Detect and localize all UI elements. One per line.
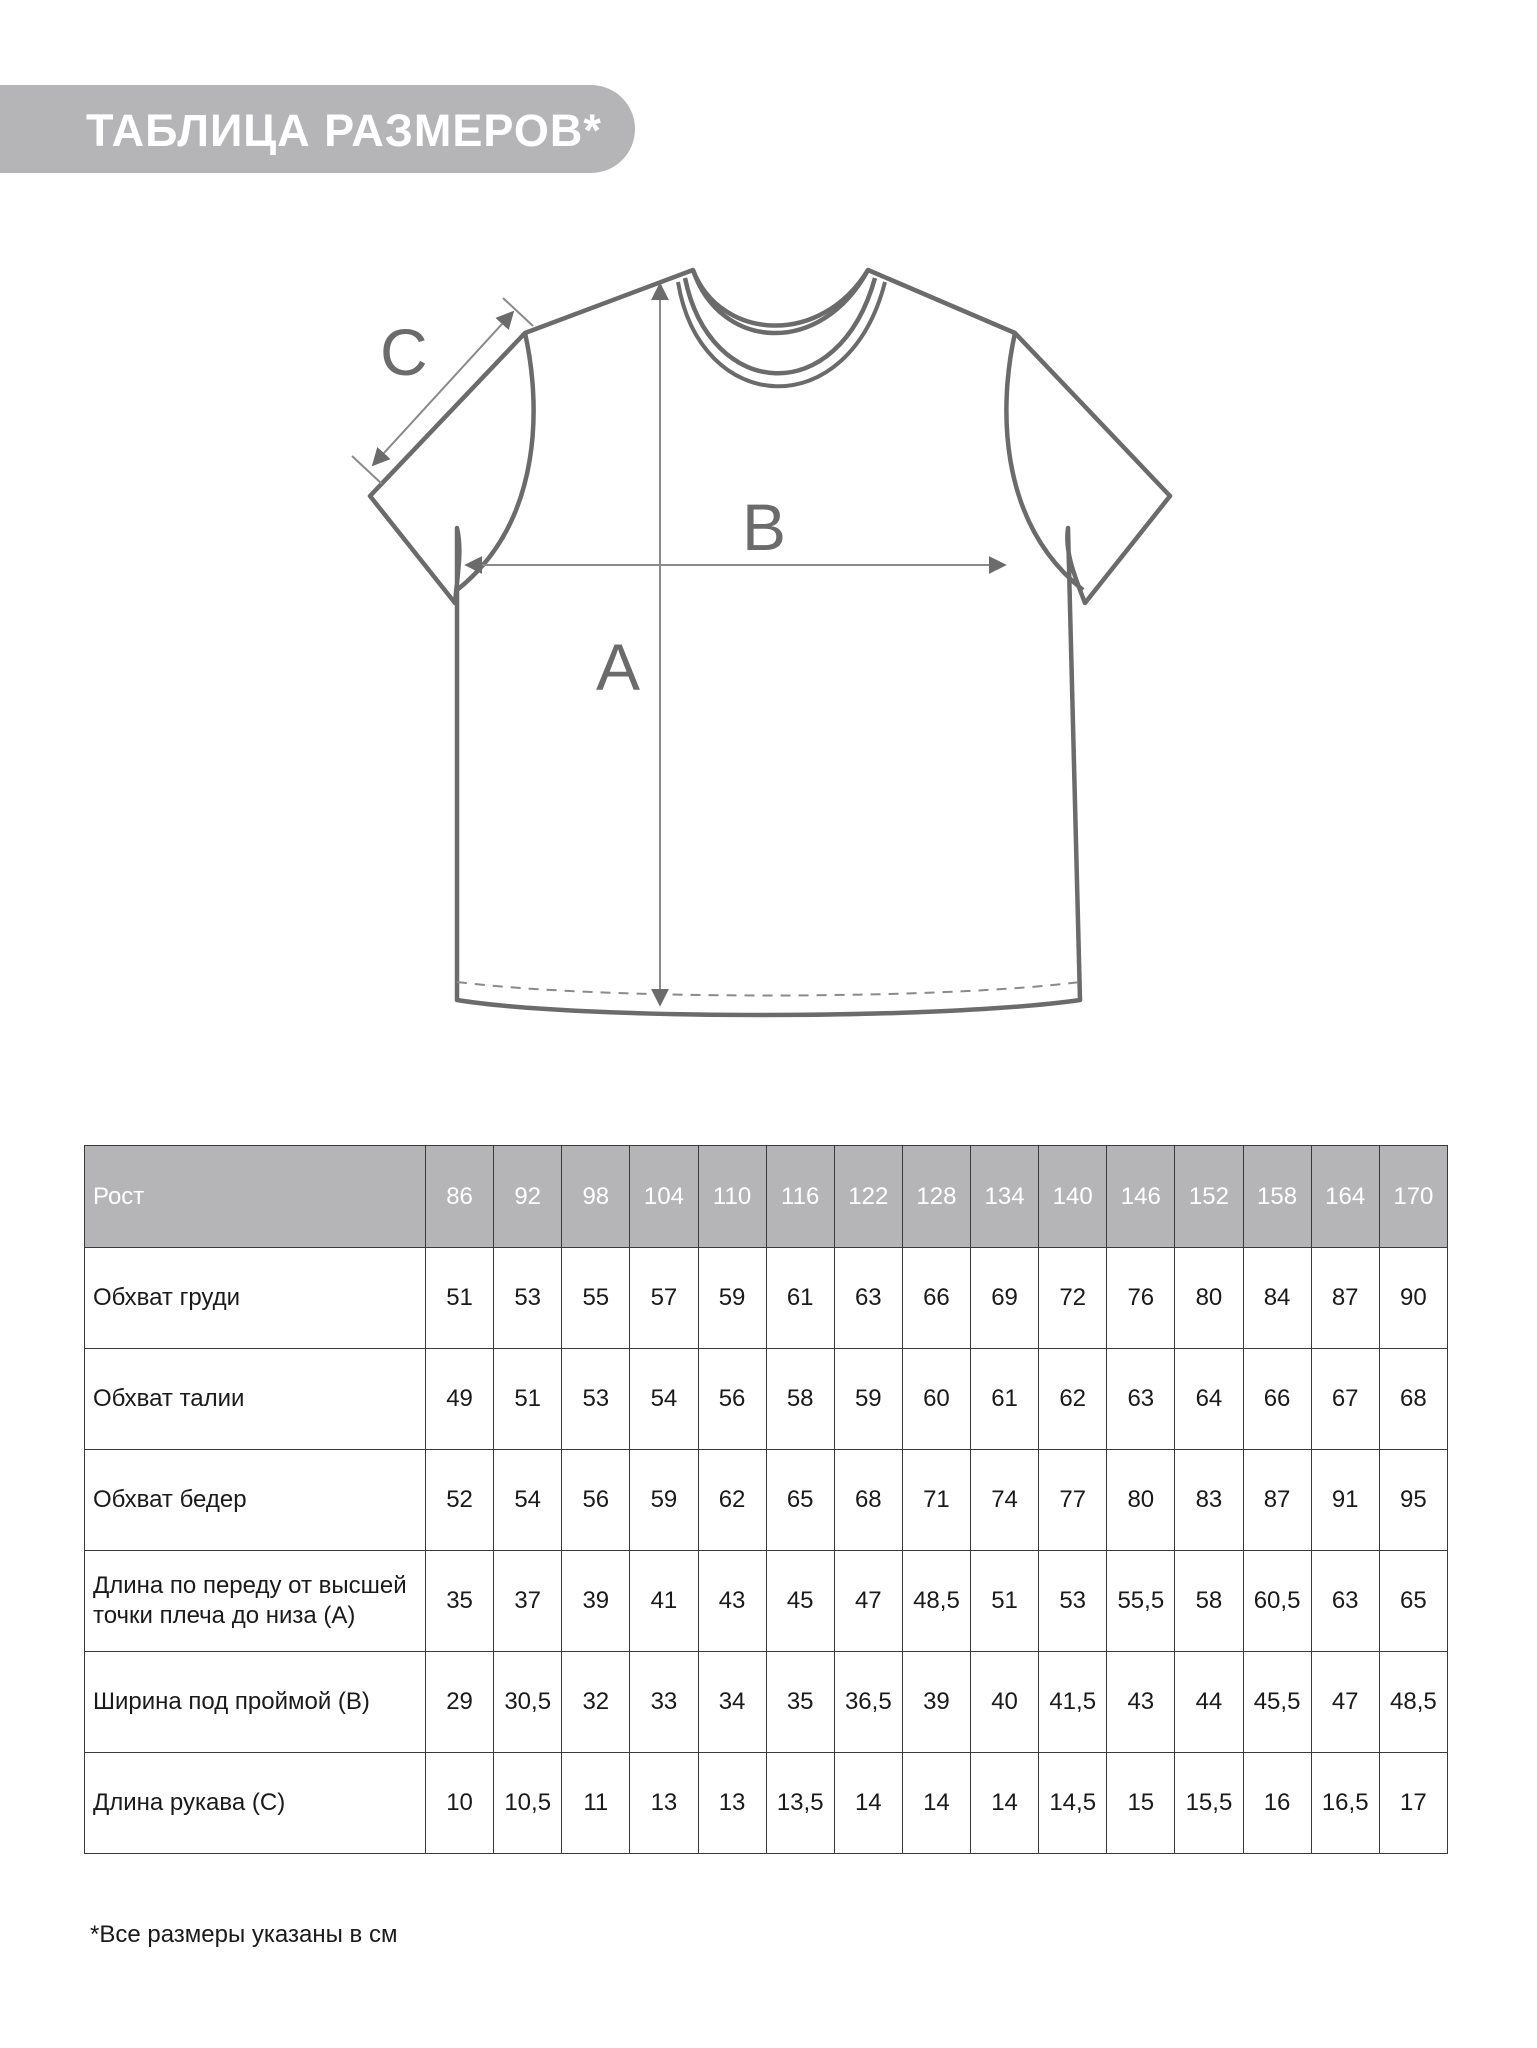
table-cell: 65 [1379,1551,1447,1652]
table-cell: 54 [630,1349,698,1450]
header-cell: 86 [426,1146,494,1248]
row-label: Ширина под проймой (B) [85,1652,426,1753]
footnote: *Все размеры указаны в см [90,1921,398,1948]
header-cell: 92 [494,1146,562,1248]
table-cell: 14 [834,1753,902,1854]
table-cell: 43 [1107,1652,1175,1753]
table-cell: 69 [971,1248,1039,1349]
table-cell: 53 [562,1349,630,1450]
header-cell: 98 [562,1146,630,1248]
table-cell: 33 [630,1652,698,1753]
table-cell: 76 [1107,1248,1175,1349]
tshirt-outline [370,270,1170,1015]
table-cell: 41 [630,1551,698,1652]
table-cell: 15 [1107,1753,1175,1854]
header-cell: 110 [698,1146,766,1248]
table-cell: 63 [1107,1349,1175,1450]
row-label: Длина рукава (C) [85,1753,426,1854]
table-header-row [85,1146,1448,1248]
table-cell: 57 [630,1248,698,1349]
table-cell: 13 [630,1753,698,1854]
table-cell: 66 [1243,1349,1311,1450]
table-cell: 16 [1243,1753,1311,1854]
table-cell: 44 [1175,1652,1243,1753]
table-cell: 10 [426,1753,494,1854]
table-cell: 47 [834,1551,902,1652]
table-cell: 55,5 [1107,1551,1175,1652]
table-cell: 35 [766,1652,834,1753]
table-cell: 14 [902,1753,970,1854]
size-table [84,1145,1448,1854]
table-cell: 40 [971,1652,1039,1753]
table-cell: 51 [971,1551,1039,1652]
table-cell: 83 [1175,1450,1243,1551]
table-cell: 68 [1379,1349,1447,1450]
table-cell: 16,5 [1311,1753,1379,1854]
table-cell: 91 [1311,1450,1379,1551]
table-cell: 63 [834,1248,902,1349]
table-cell: 43 [698,1551,766,1652]
title-banner [0,85,635,173]
table-cell: 58 [766,1349,834,1450]
table-cell: 80 [1107,1450,1175,1551]
table-cell: 45,5 [1243,1652,1311,1753]
table-cell: 66 [902,1248,970,1349]
header-cell: 128 [902,1146,970,1248]
tshirt-diagram [340,260,1200,1040]
table-cell: 52 [426,1450,494,1551]
table-cell: 68 [834,1450,902,1551]
table-cell: 63 [1311,1551,1379,1652]
table-cell: 51 [494,1349,562,1450]
table-cell: 59 [834,1349,902,1450]
table-cell: 62 [1039,1349,1107,1450]
table-cell: 47 [1311,1652,1379,1753]
table-cell: 39 [562,1551,630,1652]
table-cell: 48,5 [902,1551,970,1652]
table-cell: 72 [1039,1248,1107,1349]
measure-c-tick-top [503,298,533,326]
table-cell: 45 [766,1551,834,1652]
table-row [85,1652,1448,1753]
table-cell: 87 [1311,1248,1379,1349]
table-cell: 48,5 [1379,1652,1447,1753]
table-cell: 39 [902,1652,970,1753]
table-cell: 10,5 [494,1753,562,1854]
table-cell: 13 [698,1753,766,1854]
header-cell: 104 [630,1146,698,1248]
table-cell: 61 [971,1349,1039,1450]
right-armhole [1006,333,1083,590]
header-cell: 134 [971,1146,1039,1248]
header-cell: 116 [766,1146,834,1248]
table-cell: 35 [426,1551,494,1652]
table-cell: 56 [562,1450,630,1551]
table-row [85,1349,1448,1450]
table-cell: 59 [630,1450,698,1551]
header-label: Рост [85,1146,426,1248]
label-c: C [380,315,428,389]
header-cell: 164 [1311,1146,1379,1248]
table-cell: 90 [1379,1248,1447,1349]
label-a: A [596,630,641,704]
left-armhole [457,333,534,590]
table-cell: 64 [1175,1349,1243,1450]
table-cell: 95 [1379,1450,1447,1551]
page-title: ТАБЛИЦА РАЗМЕРОВ* [86,105,602,156]
table-row [85,1551,1448,1652]
table-cell: 29 [426,1652,494,1753]
table-row [85,1753,1448,1854]
table-cell: 71 [902,1450,970,1551]
table-cell: 34 [698,1652,766,1753]
table-row [85,1450,1448,1551]
header-cell: 158 [1243,1146,1311,1248]
table-cell: 60,5 [1243,1551,1311,1652]
row-label: Обхват груди [85,1248,426,1349]
table-cell: 67 [1311,1349,1379,1450]
row-label: Обхват талии [85,1349,426,1450]
table-cell: 41,5 [1039,1652,1107,1753]
table-cell: 87 [1243,1450,1311,1551]
table-cell: 32 [562,1652,630,1753]
table-cell: 14 [971,1753,1039,1854]
table-cell: 53 [494,1248,562,1349]
table-cell: 49 [426,1349,494,1450]
table-cell: 17 [1379,1753,1447,1854]
table-cell: 51 [426,1248,494,1349]
table-cell: 80 [1175,1248,1243,1349]
table-cell: 62 [698,1450,766,1551]
table-cell: 37 [494,1551,562,1652]
table-cell: 53 [1039,1551,1107,1652]
header-cell: 140 [1039,1146,1107,1248]
row-label: Длина по переду от высшей точки плеча до низа (A) [85,1551,426,1652]
table-cell: 77 [1039,1450,1107,1551]
table-cell: 30,5 [494,1652,562,1753]
table-cell: 65 [766,1450,834,1551]
header-cell: 152 [1175,1146,1243,1248]
hem-stitch [457,982,1080,996]
table-cell: 54 [494,1450,562,1551]
table-cell: 36,5 [834,1652,902,1753]
label-b: B [742,490,787,564]
table-cell: 14,5 [1039,1753,1107,1854]
table-cell: 11 [562,1753,630,1854]
header-cell: 122 [834,1146,902,1248]
row-label: Обхват бедер [85,1450,426,1551]
table-cell: 59 [698,1248,766,1349]
table-cell: 15,5 [1175,1753,1243,1854]
header-cell: 146 [1107,1146,1175,1248]
table-cell: 61 [766,1248,834,1349]
table-row [85,1248,1448,1349]
table-cell: 56 [698,1349,766,1450]
table-cell: 13,5 [766,1753,834,1854]
table-cell: 74 [971,1450,1039,1551]
table-cell: 60 [902,1349,970,1450]
table-cell: 58 [1175,1551,1243,1652]
table-cell: 55 [562,1248,630,1349]
table-cell: 84 [1243,1248,1311,1349]
header-cell: 170 [1379,1146,1447,1248]
